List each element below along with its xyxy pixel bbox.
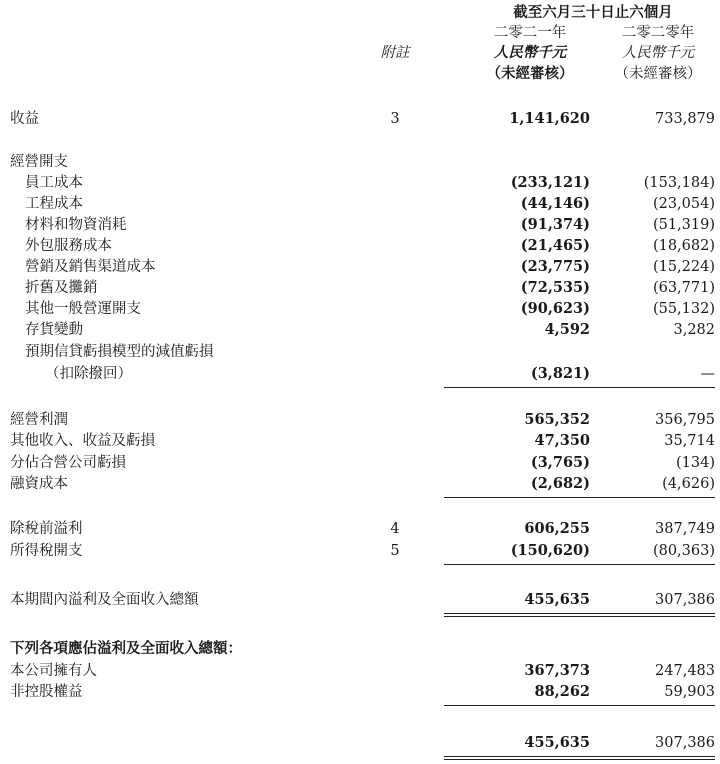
finance-costs-label: 融資成本: [10, 476, 68, 492]
other-income-2020: 35,714: [664, 433, 715, 449]
operating-profit-label: 經營利潤: [10, 412, 68, 428]
revenue-2020: 733,879: [655, 111, 715, 127]
total-2021: 455,635: [524, 734, 590, 751]
total-double-rule-2021: [444, 759, 593, 760]
opex-item-2021: (21,465): [520, 237, 590, 254]
total-double-rule-2020: [590, 756, 715, 757]
opex-item-2021: (90,623): [520, 300, 590, 317]
unit-2020-header: 人民幣千元: [621, 45, 695, 61]
total-double-rule-2020: [590, 759, 715, 760]
audit-2020-header: （未經審核）: [614, 66, 702, 82]
profit-rule-2021: [444, 564, 593, 565]
total-rule-2021: [444, 705, 593, 706]
pbt-note: 4: [390, 521, 400, 537]
profit-rule-2020: [590, 564, 715, 565]
audit-2021-header: （未經審核）: [486, 65, 574, 82]
opex-item-label: 外包服務成本: [25, 238, 112, 254]
nci-2020: 59,903: [664, 684, 715, 700]
subtotal-rule-2020: [590, 387, 715, 388]
other-income-label: 其他收入、收益及虧損: [10, 433, 155, 449]
opex-item-label: 其他一般營運開支: [25, 301, 141, 317]
opex-item-2021: (72,535): [520, 279, 590, 296]
tax-2020: (80,363): [652, 543, 715, 559]
opex-item-2021: (23,775): [520, 258, 590, 275]
revenue-note: 3: [390, 111, 400, 127]
subtotal-rule-2021: [444, 387, 593, 388]
unit-2021-header: 人民幣千元: [493, 44, 567, 61]
opex-item-2020: 3,282: [673, 322, 715, 338]
other-income-2021: 47,350: [534, 432, 590, 449]
profit-2021: 455,635: [524, 591, 590, 608]
profit-double-rule-2021: [444, 613, 593, 614]
owners-2021: 367,373: [524, 662, 590, 679]
opex-item-2021: (91,374): [520, 216, 590, 233]
revenue-2021: 1,141,620: [509, 110, 590, 127]
ecl-2021: (3,821): [530, 365, 590, 382]
opex-item-2020: (55,132): [652, 301, 715, 317]
tax-2021: (150,620): [510, 542, 590, 559]
owners-2020: 247,483: [655, 663, 715, 679]
nci-2021: 88,262: [534, 683, 590, 700]
total-rule-2020: [590, 705, 715, 706]
opex-item-2020: (15,224): [652, 259, 715, 275]
opex-item-label: 員工成本: [25, 175, 83, 191]
pbt-rule-2021: [444, 497, 593, 498]
opex-item-label: 材料和物資消耗: [25, 217, 127, 233]
opex-item-label: 工程成本: [25, 196, 83, 212]
tax-label: 所得稅開支: [10, 543, 83, 559]
opex-heading: 經營開支: [10, 154, 68, 170]
opex-item-label: 存貨變動: [25, 322, 83, 338]
pbt-label: 除稅前溢利: [10, 521, 83, 537]
opex-item-2021: 4,592: [544, 321, 590, 338]
year-2020-header: 二零二零年: [621, 25, 695, 41]
ecl-label-line1: 預期信貸虧損模型的減值虧損: [25, 344, 214, 360]
opex-item-2020: (153,184): [643, 175, 715, 191]
opex-item-2021: (44,146): [520, 195, 590, 212]
profit-double-rule-2020: [590, 616, 715, 617]
period-header: 截至六月三十日止六個月: [513, 4, 673, 21]
operating-profit-2021: 565,352: [524, 411, 590, 428]
associates-2021: (3,765): [530, 454, 590, 471]
opex-item-2020: (51,319): [652, 217, 715, 233]
revenue-label: 收益: [10, 111, 39, 127]
opex-item-2020: (18,682): [652, 238, 715, 254]
opex-item-label: 營銷及銷售渠道成本: [25, 259, 156, 275]
associates-2020: (134): [676, 455, 715, 471]
associates-label: 分佔合營公司虧損: [10, 455, 126, 471]
note-column-header: 附註: [380, 45, 410, 61]
year-2021-header: 二零二一年: [493, 25, 567, 41]
ecl-label-line2: （扣除撥回）: [45, 366, 132, 382]
owners-label: 本公司擁有人: [10, 663, 97, 679]
profit-2020: 307,386: [655, 592, 715, 608]
pbt-rule-2020: [590, 497, 715, 498]
pbt-2021: 606,255: [524, 520, 590, 537]
profit-label: 本期間內溢利及全面收入總額: [10, 592, 199, 608]
opex-item-label: 折舊及攤銷: [25, 280, 98, 296]
opex-item-2021: (233,121): [510, 174, 590, 191]
operating-profit-2020: 356,795: [655, 412, 715, 428]
pbt-2020: 387,749: [655, 521, 715, 537]
tax-note: 5: [390, 543, 400, 559]
finance-costs-2020: (4,626): [662, 476, 715, 492]
profit-double-rule-2021: [444, 616, 593, 617]
total-2020: 307,386: [655, 735, 715, 751]
attribution-heading: 下列各項應佔溢利及全面收入總額：: [10, 640, 242, 657]
opex-item-2020: (63,771): [652, 280, 715, 296]
ecl-2020: —: [700, 366, 715, 382]
profit-double-rule-2020: [590, 613, 715, 614]
finance-costs-2021: (2,682): [530, 475, 590, 492]
total-double-rule-2021: [444, 756, 593, 757]
opex-item-2020: (23,054): [652, 196, 715, 212]
nci-label: 非控股權益: [10, 684, 83, 700]
